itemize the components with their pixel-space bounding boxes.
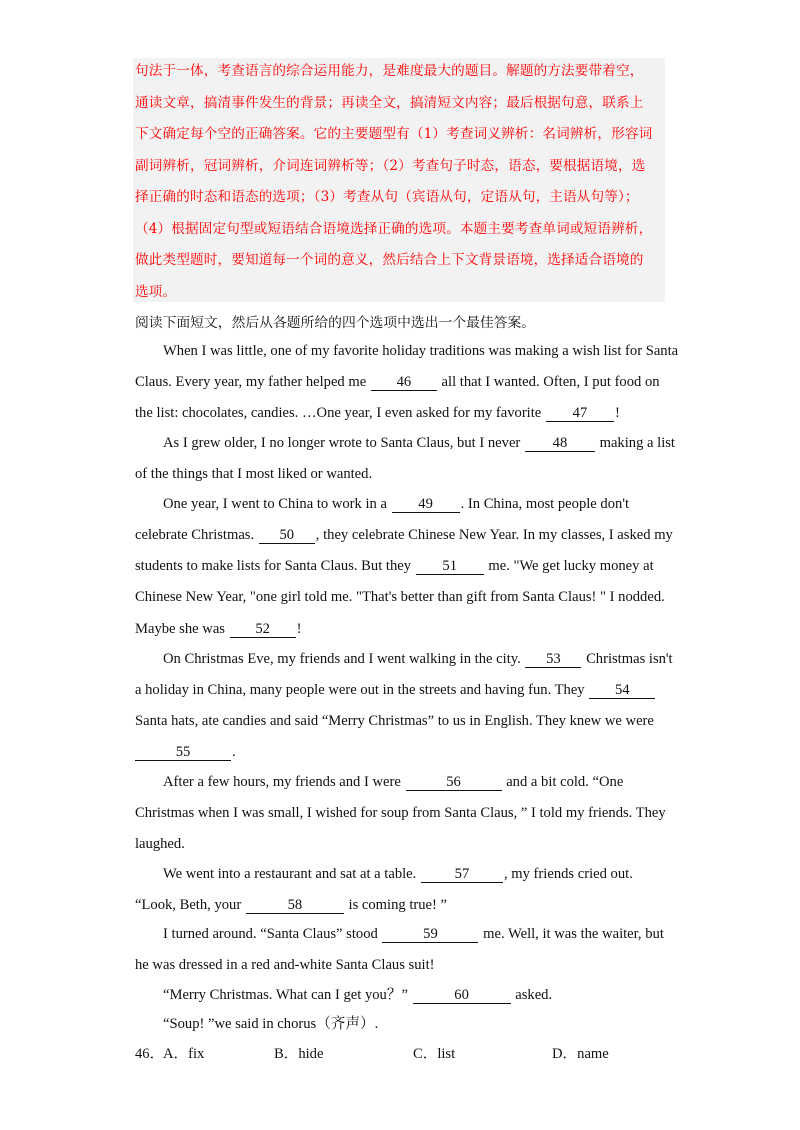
passage-line: Chinese New Year, "one girl told me. "That's better than gift from Santa Claus! " I nodded. bbox=[135, 589, 665, 605]
passage-line bbox=[135, 372, 660, 392]
passage-text: One year, I went to China to work in a bbox=[163, 496, 387, 512]
passage-text: Claus. Every year, my father helped me bbox=[135, 374, 367, 390]
blank-57[interactable]: 57 bbox=[421, 866, 503, 883]
analysis-line-6: （4）根据固定句型或短语结合语境选择正确的选项。本题主要考查单词或短语辨析， bbox=[135, 221, 653, 237]
option-text: fix bbox=[188, 1046, 205, 1062]
passage-text: a holiday in China, many people were out in the streets and having fun. They bbox=[135, 682, 585, 698]
blank-60[interactable]: 60 bbox=[413, 987, 511, 1004]
passage-line bbox=[163, 864, 633, 884]
option-letter: D． bbox=[552, 1046, 578, 1062]
passage-text: Maybe she was bbox=[135, 621, 225, 637]
passage-text: celebrate Christmas. bbox=[135, 527, 255, 543]
passage-line bbox=[135, 619, 302, 639]
passage-text: Christmas isn't bbox=[586, 651, 673, 667]
passage-text: students to make lists for Santa Claus. But they bbox=[135, 558, 412, 574]
passage-text: ! bbox=[296, 621, 302, 637]
blank-52[interactable]: 52 bbox=[230, 621, 296, 638]
passage-line bbox=[135, 742, 236, 762]
passage-line bbox=[163, 494, 629, 514]
passage-line bbox=[135, 525, 673, 545]
passage-text: “Merry Christmas. What can I get you？” bbox=[163, 987, 408, 1003]
passage-line: When I was little, one of my favorite holiday traditions was making a wish list for Santa bbox=[163, 343, 679, 359]
analysis-line-2: 通读文章，搞清事件发生的背景；再读全文，搞清短文内容；最后根据句意，联系上 bbox=[135, 95, 644, 111]
blank-51[interactable]: 51 bbox=[416, 558, 484, 575]
option-d[interactable] bbox=[552, 1042, 609, 1063]
passage-text: ! bbox=[614, 405, 620, 421]
option-text: name bbox=[577, 1046, 609, 1062]
analysis-line-7: 做此类型题时，要知道每一个词的意义，然后结合上下文背景语境，选择适合语境的 bbox=[135, 252, 644, 268]
passage-text: On Christmas Eve, my friends and I went walking in the city. bbox=[163, 651, 521, 667]
passage-line bbox=[135, 895, 447, 915]
passage-line bbox=[163, 985, 552, 1005]
option-letter: B． bbox=[274, 1046, 299, 1062]
blank-54[interactable]: 54 bbox=[589, 682, 655, 699]
passage-line: “Soup! ”we said in chorus（齐声）. bbox=[163, 1016, 379, 1032]
passage-line: Santa hats, ate candies and said “Merry Christmas” to us in English. They knew we were bbox=[135, 713, 654, 729]
blank-53[interactable]: 53 bbox=[525, 651, 581, 668]
blank-58[interactable]: 58 bbox=[246, 897, 344, 914]
passage-text: As I grew older, I no longer wrote to Santa Claus, but I never bbox=[163, 435, 521, 451]
blank-48[interactable]: 48 bbox=[525, 435, 595, 452]
passage-text: I turned around. “Santa Claus” stood bbox=[163, 926, 378, 942]
option-a[interactable] bbox=[163, 1042, 204, 1063]
option-letter: C． bbox=[413, 1046, 438, 1062]
option-b[interactable] bbox=[274, 1042, 323, 1063]
question-number: 46． bbox=[135, 1046, 165, 1062]
reading-instruction: 阅读下面短文，然后从各题所给的四个选项中选出一个最佳答案。 bbox=[135, 315, 536, 331]
blank-46[interactable]: 46 bbox=[371, 374, 437, 391]
passage-text: making a list bbox=[599, 435, 675, 451]
analysis-line-3: 下文确定每个空的正确答案。它的主要题型有（1）考查词义辨析：名词辨析，形容词 bbox=[135, 126, 653, 142]
option-letter: A． bbox=[163, 1046, 189, 1062]
passage-line bbox=[135, 556, 654, 576]
passage-text: , my friends cried out. bbox=[503, 866, 633, 882]
passage-text: , they celebrate Chinese New Year. In my classes, I asked my bbox=[315, 527, 673, 543]
blank-47[interactable]: 47 bbox=[546, 405, 614, 422]
passage-line: of the things that I most liked or wanted. bbox=[135, 466, 373, 482]
option-text: list bbox=[437, 1046, 456, 1062]
passage-text: and a bit cold. “One bbox=[506, 774, 624, 790]
blank-56[interactable]: 56 bbox=[406, 774, 502, 791]
passage-text: . bbox=[232, 744, 236, 760]
passage-text: We went into a restaurant and sat at a table. bbox=[163, 866, 417, 882]
analysis-line-1: 句法于一体，考查语言的综合运用能力，是难度最大的题目。解题的方法要带着空， bbox=[135, 63, 644, 79]
passage-line bbox=[163, 772, 623, 792]
passage-line: laughed. bbox=[135, 836, 185, 852]
blank-59[interactable]: 59 bbox=[382, 926, 478, 943]
option-c[interactable] bbox=[413, 1042, 455, 1063]
passage-text: “Look, Beth, your bbox=[135, 897, 242, 913]
blank-55[interactable]: 55 bbox=[135, 744, 231, 761]
option-text: hide bbox=[298, 1046, 324, 1062]
passage-line: he was dressed in a red and-white Santa Claus suit! bbox=[135, 957, 435, 973]
passage-text: is coming true! ” bbox=[348, 897, 447, 913]
passage-text: all that I wanted. Often, I put food on bbox=[441, 374, 660, 390]
passage-text: me. "We get lucky money at bbox=[488, 558, 654, 574]
passage-line bbox=[135, 680, 656, 700]
analysis-line-4: 副词辨析，冠词辨析，介词连词辨析等；（2）考查句子时态，语态，要根据语境，选 bbox=[135, 158, 646, 174]
analysis-line-8: 选项。 bbox=[135, 284, 177, 300]
passage-text: me. Well, it was the waiter, but bbox=[483, 926, 664, 942]
passage-line bbox=[135, 403, 620, 423]
analysis-line-5: 择正确的时态和语态的选项；（3）考查从句（宾语从句，定语从句，主语从句等）； bbox=[135, 189, 639, 205]
passage-text: . In China, most people don't bbox=[460, 496, 630, 512]
passage-line bbox=[163, 924, 664, 944]
passage-line: Christmas when I was small, I wished for soup from Santa Claus, ” I told my friends. They bbox=[135, 805, 666, 821]
blank-50[interactable]: 50 bbox=[259, 527, 315, 544]
passage-line bbox=[163, 433, 675, 453]
blank-49[interactable]: 49 bbox=[392, 496, 460, 513]
passage-text: the list: chocolates, candies. …One year, I even asked for my favorite bbox=[135, 405, 542, 421]
passage-text: After a few hours, my friends and I were bbox=[163, 774, 401, 790]
question-46-options bbox=[0, 1042, 800, 1062]
passage-text: asked. bbox=[515, 987, 553, 1003]
passage-line bbox=[163, 649, 673, 669]
